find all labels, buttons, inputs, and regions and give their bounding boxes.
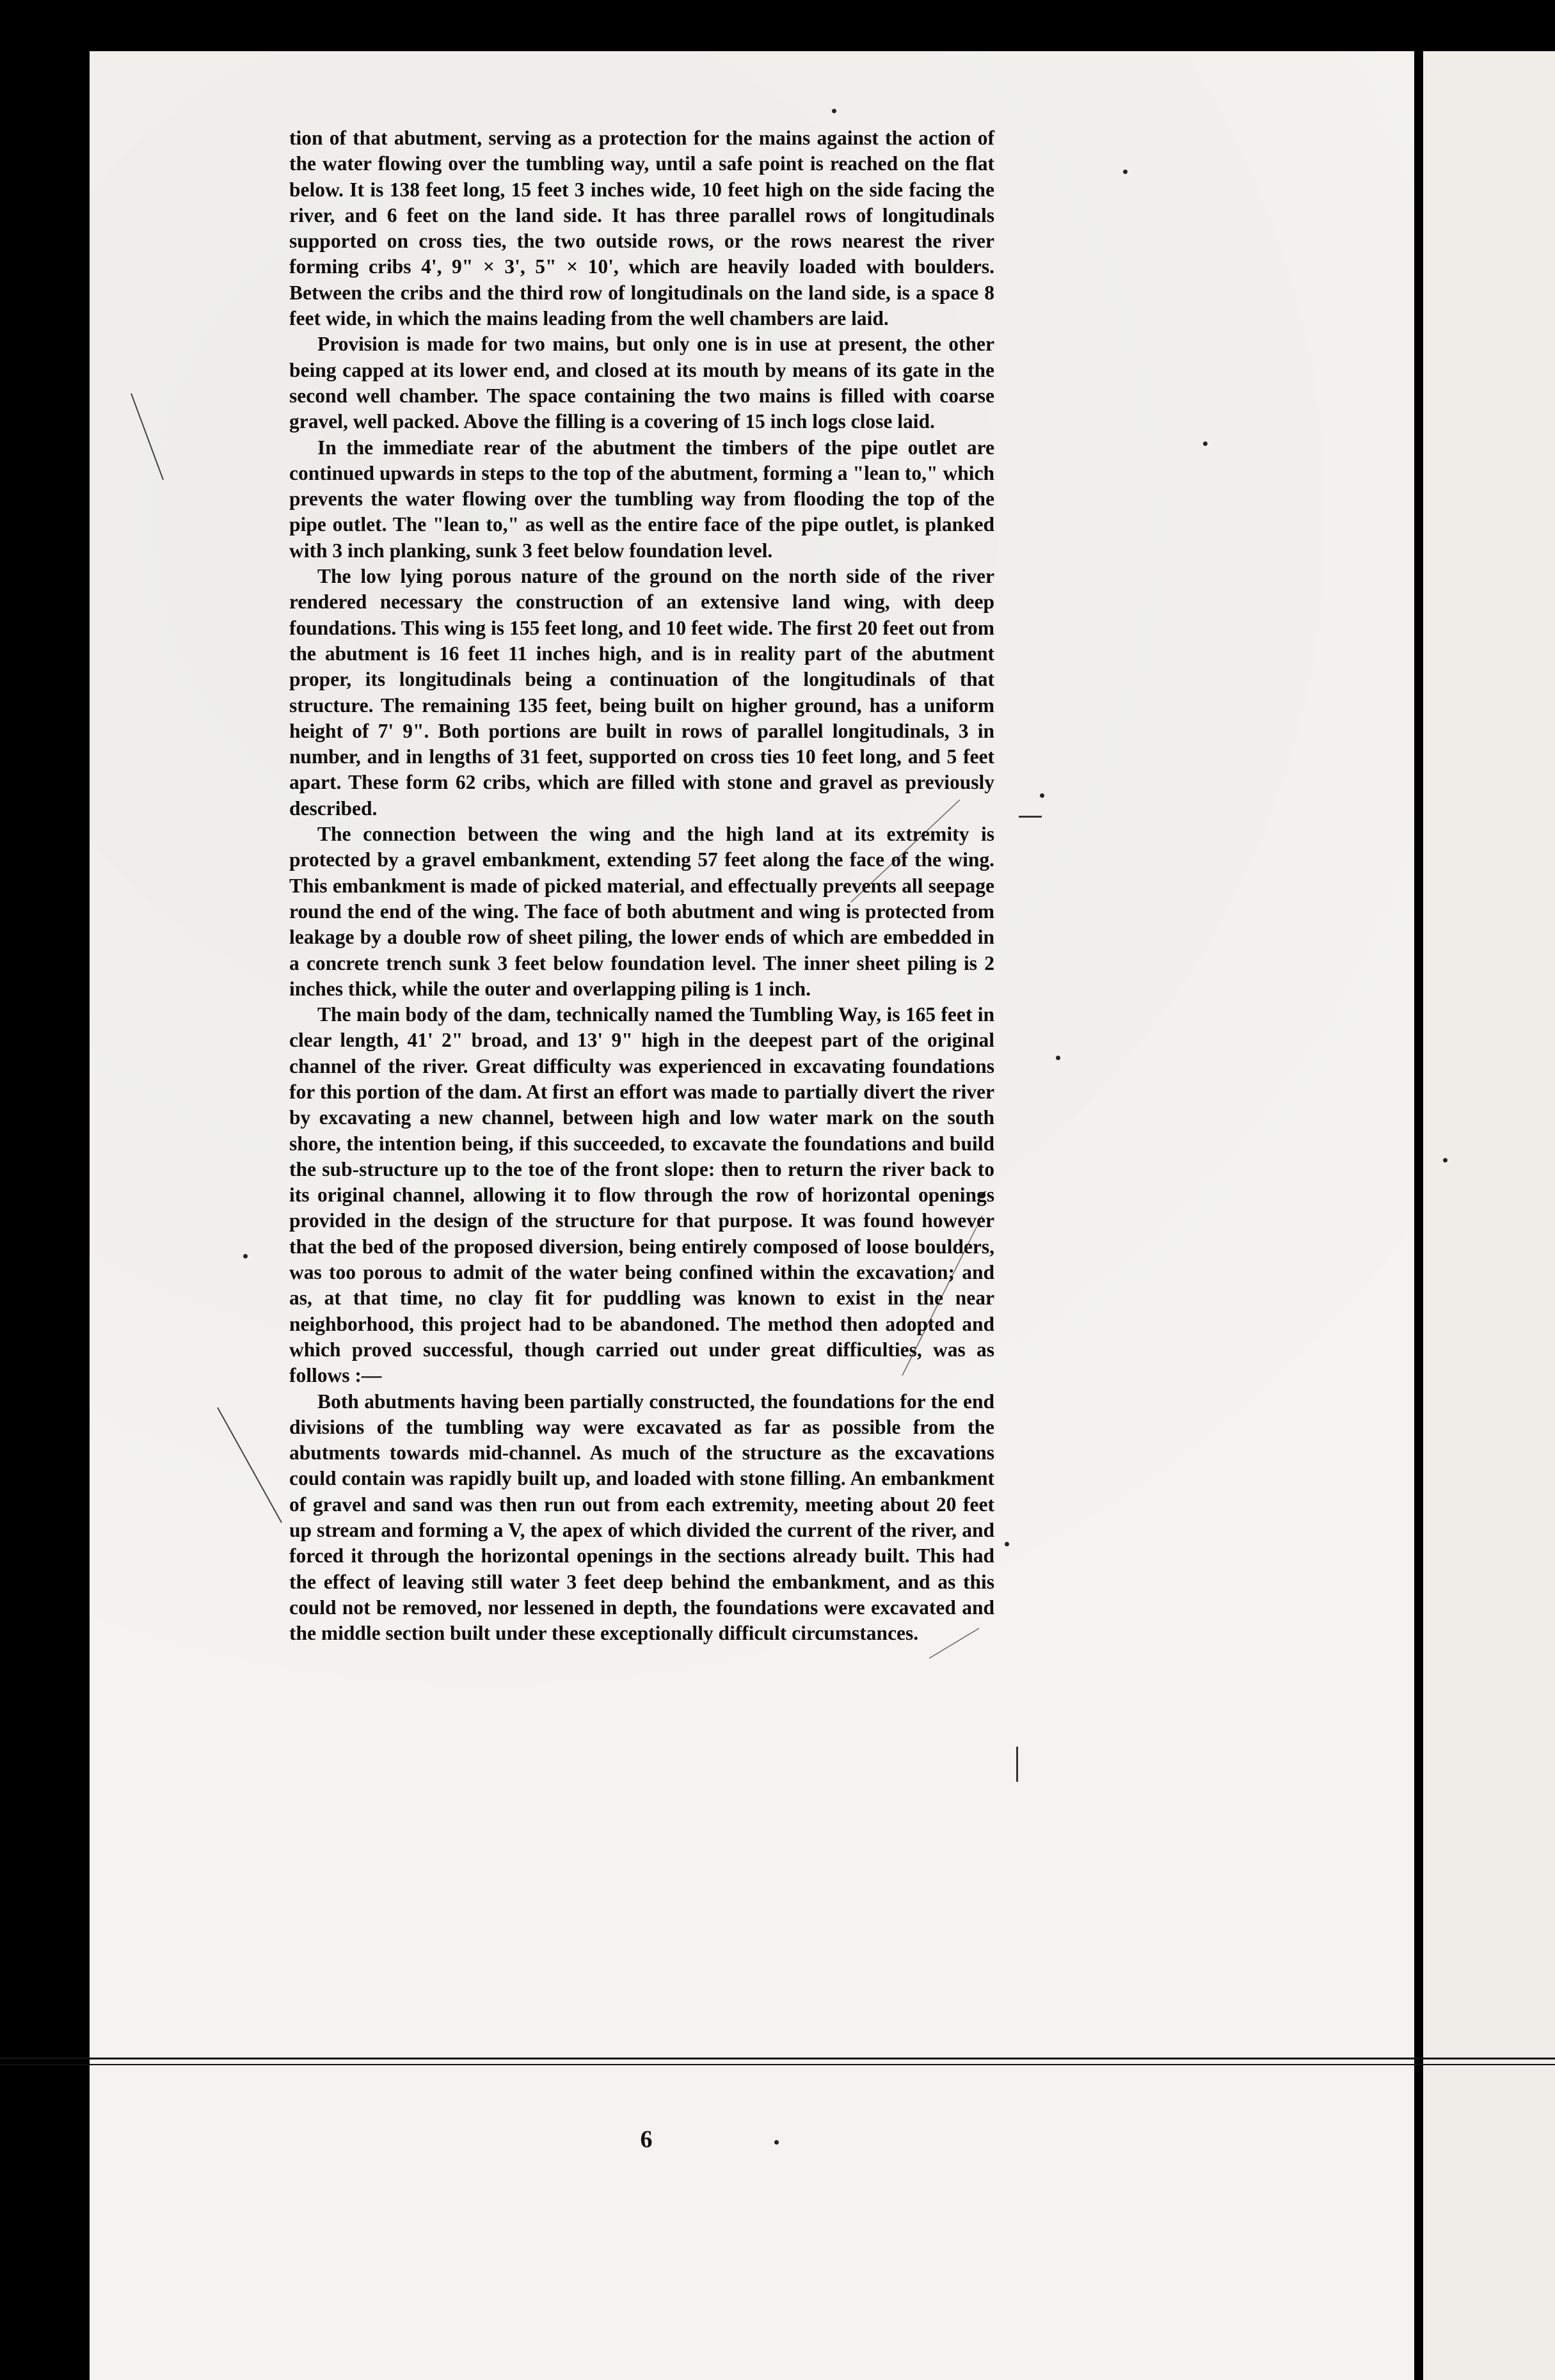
body-text bbox=[289, 125, 994, 1647]
paragraph: In the immediate rear of the abutment the timbers of the pipe outlet are continued upwards in steps to the top of the abutment, forming a "lean to," which prevents the water flowing over the tumbling way from flooding the top of the pipe outlet. The "lean to," as well as the entire face of the pipe outlet, is planked with 3 inch planking, sunk 3 feet below foundation level. bbox=[289, 436, 994, 562]
paragraph: tion of that abutment, serving as a protection for the mains against the action of the water flowing over the tumbling way, until a safe point is reached on the flat below. It is 138 feet long, 15 feet 3 inches wide, 10 feet high on the side facing the river, and 6 feet on the land side. It has three parallel rows of longitudinals supported on cross ties, the two outside rows, or the rows nearest the river forming cribs 4', 9" × 3', 5" × 10', which are heavily loaded with boulders. Between the cribs and the third row of longitudinals on the land side, is a space 8 feet wide, in which the mains leading from the well chambers are laid. bbox=[289, 127, 994, 330]
paragraph: Both abutments having been partially constructed, the foundations for the end divisions of the tumbling way were excavated as far as possible from the abutments towards mid-channel. As much of the structure as the excavations could contain was rapidly built up, and loaded with stone filling. An embankment of gravel and sand was then run out from each extremity, meeting about 20 feet up stream and forming a V, the apex of which divided the current of the river, and forced it through the horizontal openings in the sections already built. This had the effect of leaving still water 3 feet deep behind the embankment, and as this could not be removed, nor lessened in depth, the foundations were excavated and the middle section built under these exceptionally difficult circumstances. bbox=[289, 1390, 994, 1645]
page-number: 6 bbox=[640, 2126, 653, 2153]
paragraph: The main body of the dam, technically named the Tumbling Way, is 165 feet in clear length, 41' 2" broad, and 13' 9" high in the deepest part of the original channel of the river. Great difficulty was experienced in excavating foundations for this portion of the dam. At first an effort was made to partially divert the river by excavating a new channel, between high and low water mark on the south shore, the intention being, if this succeeded, to excavate the foundations and build the sub-structure up to the toe of the front slope: then to return the river back to its original channel, allowing it to flow through the row of horizontal openings provided in the design of the structure for that purpose. It was found however that the bed of the proposed diversion, being entirely composed of loose boulders, was too porous to admit of the water being confined within the excavation; and as, at that time, no clay fit for puddling was known to exist in the near neighborhood, this project had to be abandoned. The method then adopted and which proved successful, though carried out under great difficulties, was as follows :— bbox=[289, 1003, 994, 1387]
paragraph: Provision is made for two mains, but only one is in use at present, the other being capped at its lower end, and closed at its mouth by means of its gate in the second well chamber. The space containing the two mains is filled with coarse gravel, well packed. Above the filling is a covering of 15 inch logs close laid. bbox=[289, 333, 994, 433]
paragraph: The low lying porous nature of the ground on the north side of the river rendered necessary the construction of an extensive land wing, with deep foundations. This wing is 155 feet long, and 10 feet wide. The first 20 feet out from the abutment is 16 feet 11 inches high, and is in reality part of the abutment proper, its longitudinals being a continuation of the longitudinals of that structure. The remaining 135 feet, being built on higher ground, has a uniform height of 7' 9". Both portions are built in rows of parallel longitudinals, 3 in number, and in lengths of 31 feet, supported on cross ties 10 feet long, and 5 feet apart. These form 62 cribs, which are filled with stone and gravel as previously described. bbox=[289, 565, 994, 820]
paragraph: The connection between the wing and the high land at its extremity is protected by a gravel embankment, extending 57 feet along the face of the wing. This embankment is made of picked material, and effectually prevents all seepage round the end of the wing. The face of both abutment and wing is protected from leakage by a double row of sheet piling, the lower ends of which are embedded in a concrete trench sunk 3 feet below foundation level. The inner sheet piling is 2 inches thick, while the outer and overlapping piling is 1 inch. bbox=[289, 823, 994, 1000]
